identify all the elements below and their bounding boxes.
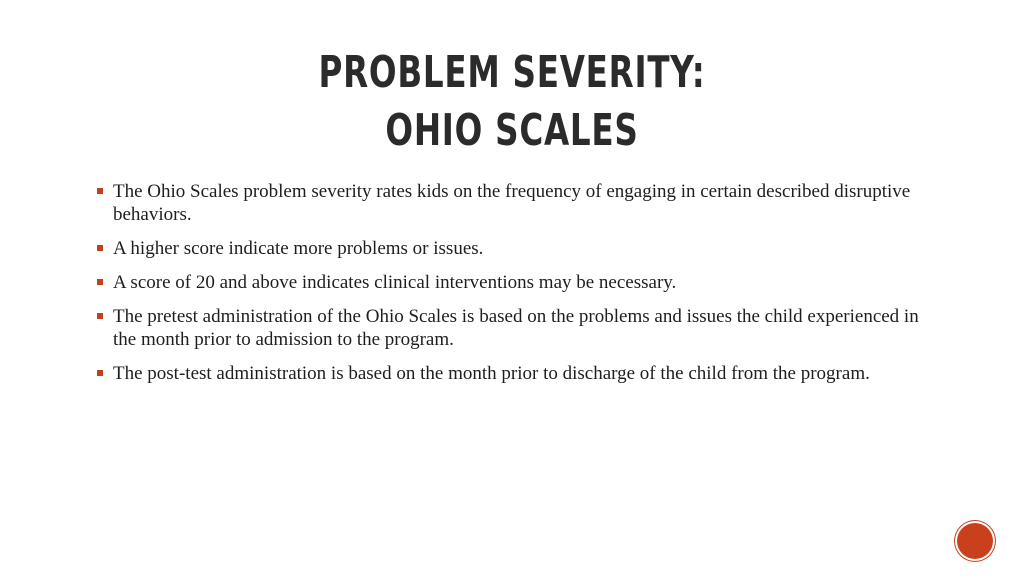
bullet-text: A higher score indicate more problems or issues. (113, 238, 484, 259)
bullet-item (97, 237, 927, 260)
bullet-item (97, 305, 927, 351)
bullet-item (97, 271, 927, 294)
bullet-item (97, 180, 927, 226)
square-bullet-icon (97, 188, 103, 194)
bullet-text: A score of 20 and above indicates clinical interventions may be necessary. (113, 272, 677, 293)
square-bullet-icon (97, 313, 103, 319)
bullet-text: The post-test administration is based on the month prior to discharge of the child from the program. (113, 363, 870, 384)
square-bullet-icon (97, 370, 103, 376)
bullet-item (97, 362, 927, 385)
bullet-list (97, 180, 927, 396)
square-bullet-icon (97, 279, 103, 285)
title-line-1: PROBLEM SEVERITY: (318, 47, 706, 98)
slide-number-badge (957, 523, 993, 559)
bullet-text: The Ohio Scales problem severity rates kids on the frequency of engaging in certain described disruptive behaviors. (113, 181, 911, 225)
square-bullet-icon (97, 245, 103, 251)
bullet-text: The pretest administration of the Ohio Scales is based on the problems and issues the child experienced in the month prior to admission to the program. (113, 306, 919, 350)
slide-title (0, 44, 1024, 160)
title-line-2: OHIO SCALES (385, 105, 639, 156)
